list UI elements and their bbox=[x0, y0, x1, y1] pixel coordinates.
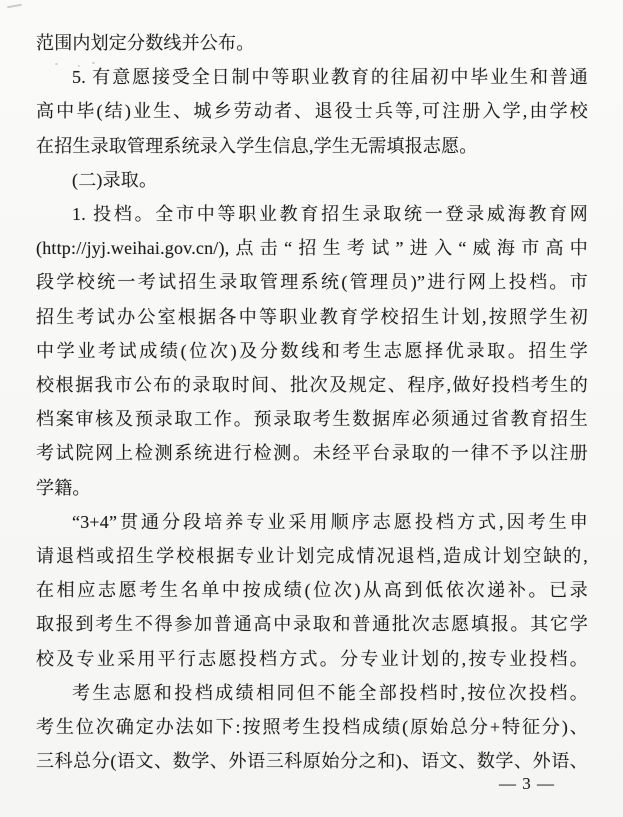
text-line: 5. 有意愿接受全日制中等职业教育的往届初中毕业生和普通 bbox=[72, 67, 588, 88]
text-line: 招生考试办公室根据各中等职业教育学校招生计划,按照学生初 bbox=[36, 306, 588, 327]
text-line: 校及专业采用平行志愿投档方式。分专业计划的,按专业投档。 bbox=[36, 648, 588, 669]
page-number: — 3 — bbox=[499, 774, 555, 793]
text-line: 中学业考试成绩(位次)及分数线和考生志愿择优录取。招生学 bbox=[36, 340, 588, 361]
text-line: “3+4”贯通分段培养专业采用顺序志愿投档方式,因考生申 bbox=[72, 511, 588, 532]
text-line: 考试院网上检测系统进行检测。未经平台录取的一律不予以注册 bbox=[36, 443, 588, 464]
text-line: 范围内划定分数线并公布。 bbox=[36, 33, 255, 53]
text-line: 1. 投档。全市中等职业教育招生录取统一登录威海教育网 bbox=[72, 204, 588, 225]
text-line: 高中毕(结)业生、城乡劳动者、退役士兵等,可注册入学,由学校 bbox=[36, 101, 588, 122]
scan-artifact-mark bbox=[7, 4, 22, 9]
text-line: 考生志愿和投档成绩相同但不能全部投档时,按位次投档。 bbox=[72, 682, 588, 703]
text-line: 段学校统一考试招生录取管理系统(管理员)”进行网上投档。市 bbox=[36, 272, 588, 293]
text-line: 三科总分(语文、数学、外语三科原始分之和)、语文、数学、外语、 bbox=[36, 751, 588, 772]
text-line: 取报到考生不得参加普通高中录取和普通批次志愿填报。其它学 bbox=[36, 614, 588, 635]
text-line: 在相应志愿考生名单中按成绩(位次)从高到低依次递补。已录 bbox=[36, 580, 588, 601]
text-line: 学籍。 bbox=[36, 477, 91, 498]
text-line: 在招生录取管理系统录入学生信息,学生无需填报志愿。 bbox=[36, 135, 478, 156]
text-line: 档案审核及预录取工作。预录取考生数据库必须通过省教育招生 bbox=[36, 409, 588, 430]
text-line: (http://jyj.weihai.gov.cn/),点击“招生考试”进入“威海市高中 bbox=[36, 238, 588, 259]
text-line: 考生位次确定办法如下:按照考生投档成绩(原始总分+特征分)、 bbox=[36, 717, 588, 738]
text-line: 校根据我市公布的录取时间、批次及规定、程序,做好投档考生的 bbox=[36, 375, 588, 396]
text-line: 请退档或招生学校根据专业计划完成情况退档,造成计划空缺的, bbox=[36, 546, 588, 567]
text-line: (二)录取。 bbox=[72, 169, 158, 190]
document-text-block bbox=[36, 26, 588, 778]
